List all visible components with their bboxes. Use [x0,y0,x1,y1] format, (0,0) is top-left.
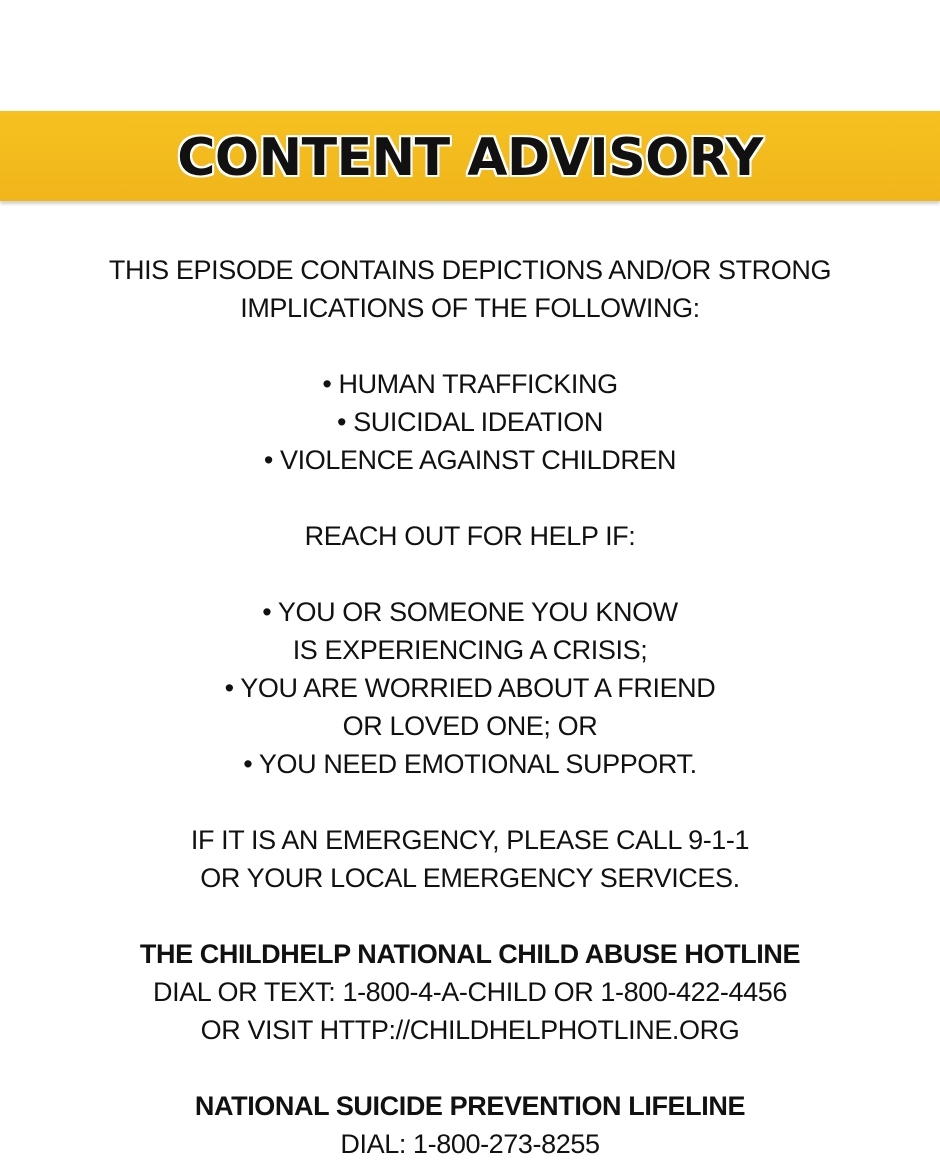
intro-line: THIS EPISODE CONTAINS DEPICTIONS AND/OR STRONG [108,255,832,285]
warning-item: • VIOLENCE AGAINST CHILDREN [263,445,677,475]
help-reason-line: • YOU ARE WORRIED ABOUT A FRIEND [224,673,716,703]
advisory-body [0,251,940,1163]
childhelp-dial-text: DIAL OR TEXT: 1-800-4-A-CHILD OR 1-800-422-4456 [153,977,787,1007]
advisory-banner [0,111,940,201]
childhelp-hotline-name: THE CHILDHELP NATIONAL CHILD ABUSE HOTLINE [139,939,801,969]
warning-item: • HUMAN TRAFFICKING [322,369,618,399]
warning-item: • SUICIDAL IDEATION [337,407,603,437]
help-heading: REACH OUT FOR HELP IF: [304,521,636,551]
spacer [0,897,940,935]
intro-line: IMPLICATIONS OF THE FOLLOWING: [240,293,700,323]
help-reason-line: IS EXPERIENCING A CRISIS; [292,635,648,665]
lifeline-name: NATIONAL SUICIDE PREVENTION LIFELINE [194,1091,746,1121]
spacer [0,783,940,821]
emergency-line: OR YOUR LOCAL EMERGENCY SERVICES. [200,863,740,893]
lifeline-dial-text: DIAL: 1-800-273-8255 [340,1129,600,1159]
childhelp-visit-link[interactable]: OR VISIT HTTP://CHILDHELPHOTLINE.ORG [200,1015,740,1045]
spacer [0,479,940,517]
spacer [0,555,940,593]
spacer [0,1049,940,1087]
spacer [0,327,940,365]
help-reason-line: OR LOVED ONE; OR [342,711,598,741]
help-reason-line: • YOU OR SOMEONE YOU KNOW [262,597,678,627]
help-reason-line: • YOU NEED EMOTIONAL SUPPORT. [243,749,697,779]
advisory-title: CONTENT ADVISORY [177,128,763,188]
emergency-line: IF IT IS AN EMERGENCY, PLEASE CALL 9-1-1 [190,825,750,855]
